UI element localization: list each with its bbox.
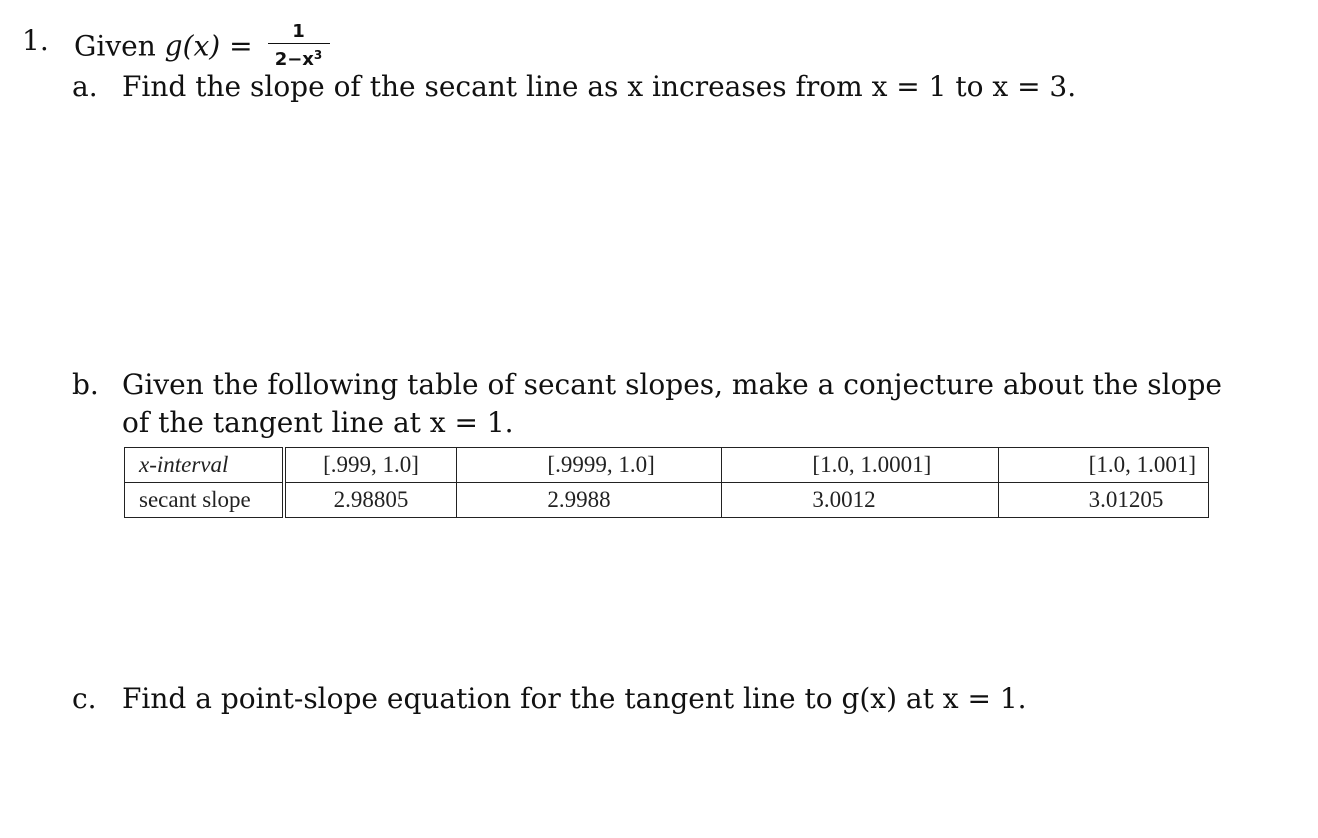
- given-prefix: Given: [74, 29, 156, 63]
- question-given: [74, 21, 330, 72]
- row-header-interval: x-interval: [125, 448, 284, 483]
- interval-cell: [1.0, 1.001]: [998, 448, 1208, 483]
- fraction-denominator: [275, 45, 323, 70]
- part-c-label: c.: [72, 682, 97, 715]
- function-fraction: [268, 22, 330, 70]
- row-header-slope: secant slope: [125, 483, 284, 518]
- secant-slope-table: [124, 447, 1209, 518]
- interval-cell: [.999, 1.0]: [284, 448, 457, 483]
- part-c-text: Find a point-slope equation for the tangent line to g(x) at x = 1.: [122, 682, 1027, 715]
- denominator-base: 2−x: [274, 49, 314, 70]
- part-a-text: Find the slope of the secant line as x increases from x = 1 to x = 3.: [122, 70, 1077, 103]
- part-b-label: b.: [72, 368, 99, 401]
- question-number: 1.: [22, 24, 49, 57]
- fraction-bar: [268, 43, 330, 44]
- slope-cell: 2.9988: [457, 483, 722, 518]
- fraction-numerator: 1: [292, 21, 305, 42]
- part-a-label: a.: [72, 70, 98, 103]
- table-row-slopes: [125, 483, 1209, 518]
- interval-cell: [1.0, 1.0001]: [722, 448, 998, 483]
- part-b-text: Given the following table of secant slopes, make a conjecture about the slope of the tangent line at x = 1.: [122, 368, 1222, 439]
- slope-cell: 3.0012: [722, 483, 998, 518]
- slope-cell: 3.01205: [998, 483, 1208, 518]
- denominator-exponent: 3: [313, 48, 323, 62]
- interval-cell: [.9999, 1.0]: [457, 448, 722, 483]
- function-lhs: g(x) =: [164, 29, 253, 63]
- slope-cell: 2.98805: [284, 483, 457, 518]
- table-row-intervals: [125, 448, 1209, 483]
